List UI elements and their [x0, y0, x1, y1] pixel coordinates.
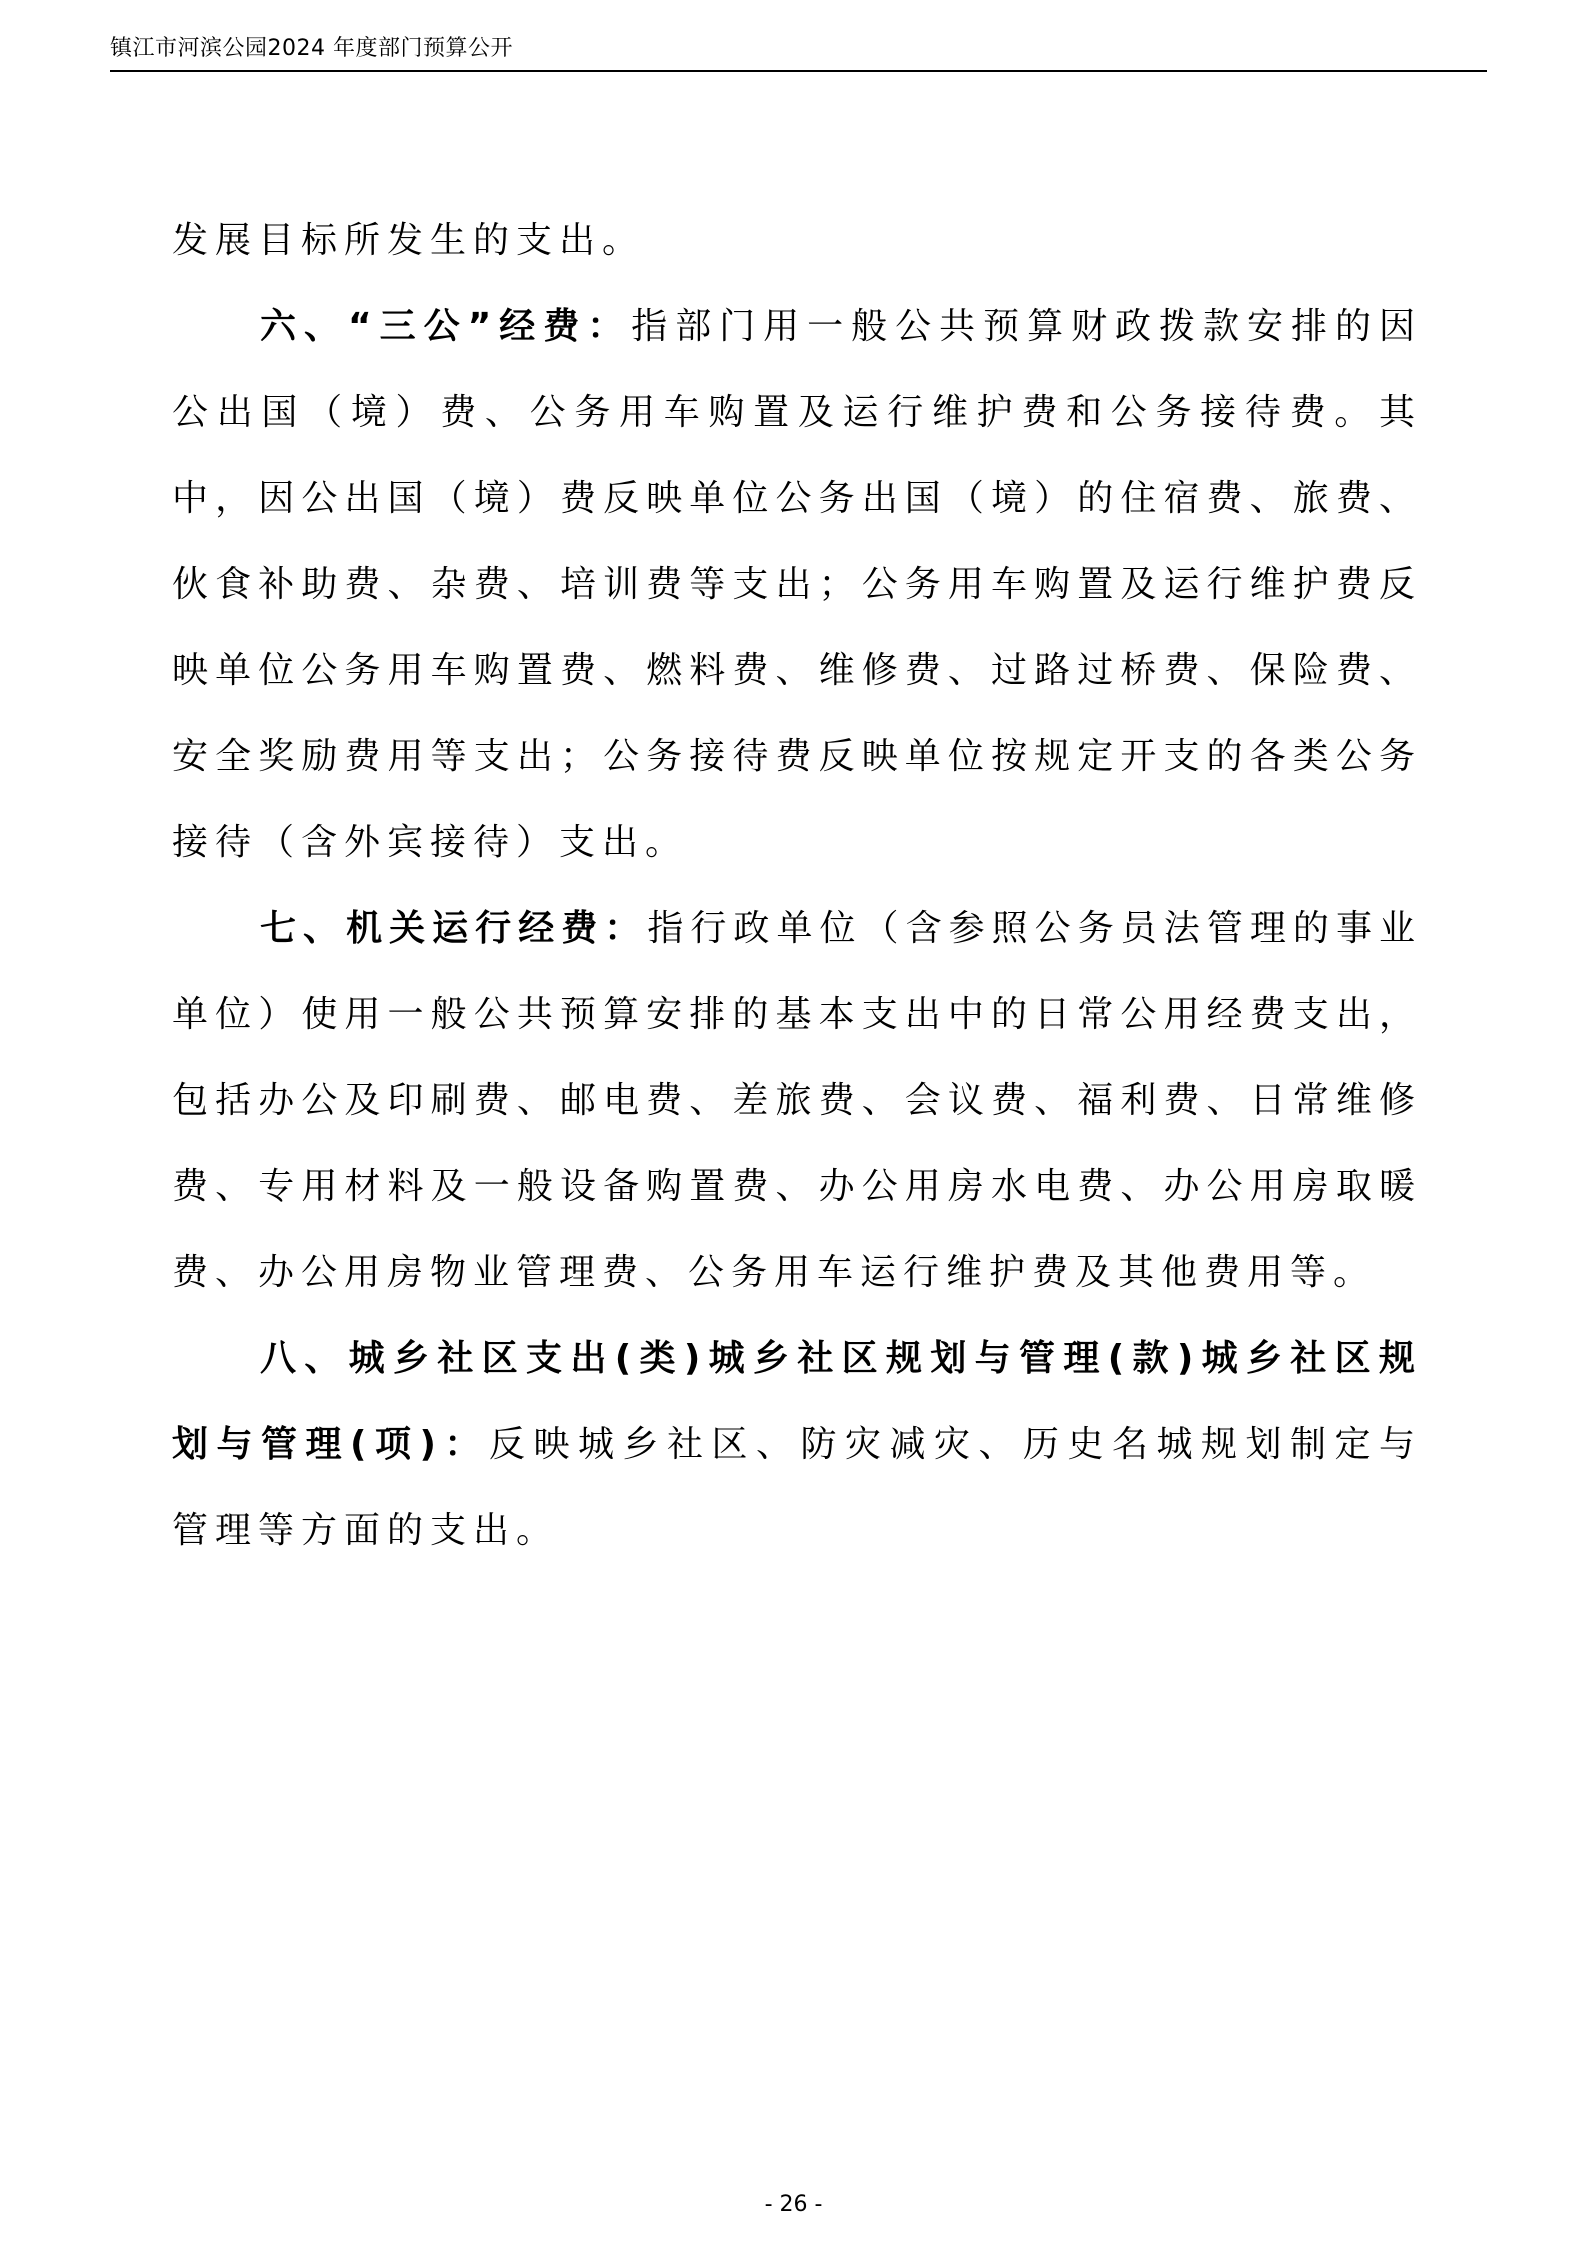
paragraph-agency-operating-expenses — [172, 886, 1422, 1316]
document-title: 镇江市河滨公园2024 年度部门预算公开 — [110, 36, 513, 61]
paragraph-text: 指部门用一般公共预算财政拨款安排的因公出国（境）费、公务用车购置及运行维护费和公务接待费。其中，因公出国（境）费反映单位公务出国（境）的住宿费、旅费、伙食补助费、杂费、培训费等支出；公务用车购置及运行维护费反映单位公务用车购置费、燃料费、维修费、过路过桥费、保险费、安全奖励费用等支出；公务接待费反映单位按规定开支的各类公务接待（含外宾接待）支出。 — [172, 306, 1422, 863]
document-body — [172, 198, 1422, 1574]
paragraph-heading: 七、机关运行经费： — [260, 908, 648, 949]
paragraph-text: 发展目标所发生的支出。 — [172, 220, 646, 261]
paragraph-heading: 八、城乡社区支出(类)城乡社区规划与管理(款)城乡社区规划与管理(项)： — [172, 1338, 1422, 1465]
page-number: - 26 - — [764, 2192, 823, 2217]
paragraph-three-public-expenses — [172, 284, 1422, 886]
paragraph-continuation — [172, 198, 1422, 284]
page-header — [110, 30, 1487, 72]
paragraph-text: 反映城乡社区、防灾减灾、历史名城规划制定与管理等方面的支出。 — [172, 1424, 1422, 1551]
paragraph-text: 指行政单位（含参照公务员法管理的事业单位）使用一般公共预算安排的基本支出中的日常公用经费支出，包括办公及印刷费、邮电费、差旅费、会议费、福利费、日常维修费、专用材料及一般设备购置费、办公用房水电费、办公用房取暖费、办公用房物业管理费、公务用车运行维护费及其他费用等。 — [172, 908, 1422, 1293]
paragraph-urban-rural-community — [172, 1316, 1422, 1574]
paragraph-heading: 六、“三公”经费： — [260, 306, 632, 347]
